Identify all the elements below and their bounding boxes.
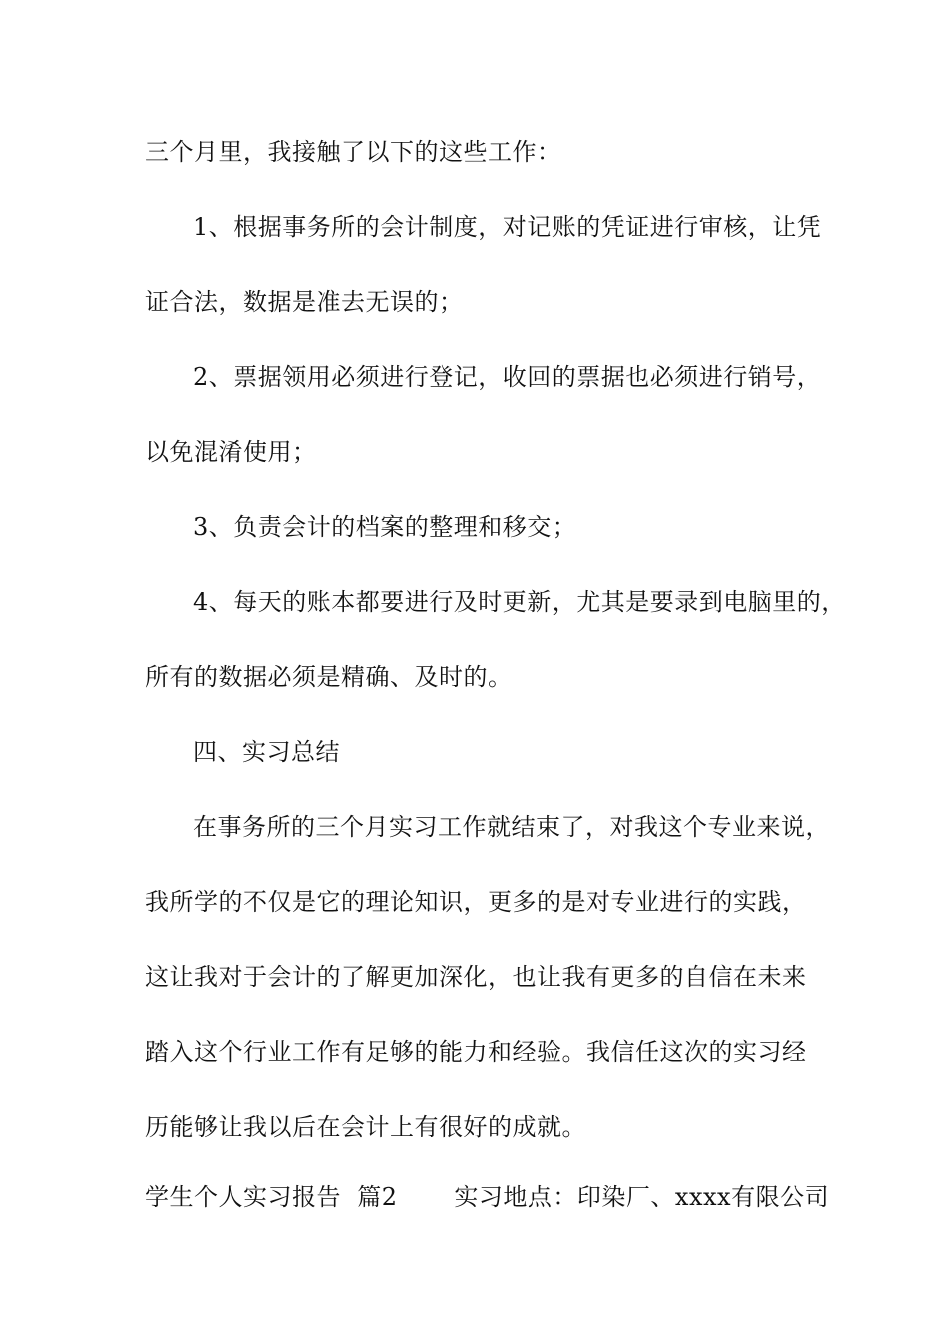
summary-paragraph-line: 踏入这个行业工作有足够的能力和经验。我信任这次的实习经: [145, 1038, 807, 1066]
paragraph-line: 三个月里，我接触了以下的这些工作：: [145, 138, 562, 166]
list-item-3-line: 3、负责会计的档案的整理和移交；: [193, 513, 577, 541]
summary-paragraph-line: 这让我对于会计的了解更加深化，也让我有更多的自信在未来: [145, 963, 807, 991]
list-item-4-line: 4、每天的账本都要进行及时更新，尤其是要录到电脑里的，: [193, 588, 846, 616]
summary-paragraph-line: 历能够让我以后在会计上有很好的成就。: [145, 1113, 586, 1141]
list-item-2-continuation: 以免混淆使用；: [145, 438, 317, 466]
summary-paragraph-line: 在事务所的三个月实习工作就结束了，对我这个专业来说，: [193, 813, 830, 841]
report-title-line: 学生个人实习报告 篇2 实习地点：印染厂、xxxx有限公司: [145, 1183, 830, 1211]
list-item-1-line: 1、根据事务所的会计制度，对记账的凭证进行审核，让凭: [193, 213, 822, 241]
section-heading: 四、实习总结: [193, 738, 340, 766]
summary-paragraph-line: 我所学的不仅是它的理论知识，更多的是对专业进行的实践，: [145, 888, 807, 916]
list-item-2-line: 2、票据领用必须进行登记，收回的票据也必须进行销号，: [193, 363, 822, 391]
list-item-1-continuation: 证合法，数据是准去无误的；: [145, 288, 464, 316]
list-item-4-continuation: 所有的数据必须是精确、及时的。: [145, 663, 513, 691]
